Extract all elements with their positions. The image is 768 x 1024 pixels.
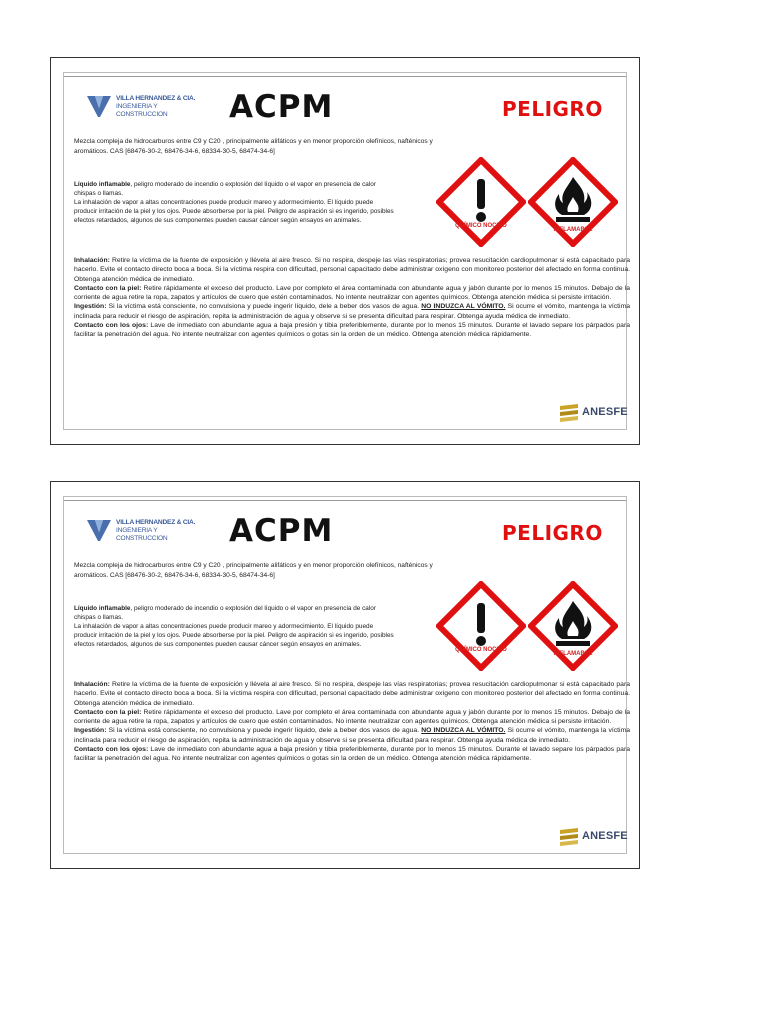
signal-word: PELIGRO (502, 521, 603, 545)
inhalation-title: Inhalación: (74, 257, 110, 264)
first-aid-eyes (74, 321, 630, 340)
pictogram-label: QUÍMICO NOCIVO (455, 647, 507, 653)
ingestion-text: Si la víctima está consciente, no convulsiona y puede ingerir líquido, dele a beber dos vasos de agua. (106, 727, 422, 735)
hazard-text: , peligro moderado de incendio o explosión del líquido o el vapor en presencia de calor chispas o llamas. (74, 181, 376, 197)
first-aid-ingestion (74, 302, 630, 321)
hazard-more: La inhalación de vapor a altas concentraciones puede producir mareo y adormecimiento. El líquido puede producir irritación de la piel y los ojos. Puede absorberse por la piel. Peligro de aspiración si es ingerido, posibles efectos retardados, algunos de sus componentes pueden causar cáncer según ensayos en animales. (74, 198, 394, 224)
hazard-more: La inhalación de vapor a altas concentraciones puede producir mareo y adormecimiento. El líquido puede producir irritación de la piel y los ojos. Puede absorberse por la piel. Peligro de aspiración si es ingerido, posibles efectos retardados, algunos de sus componentes pueden causar cáncer según ensayos en animales. (74, 622, 394, 648)
skin-title: Contacto con la piel: (74, 708, 142, 716)
skin-text: Retire rápidamente el exceso del producto. Lave por completo el área contaminada con abundante agua y jabón durante por lo menos 15 minutos. Debajo de la corriente de agua retire la ropa, zapatos y artículos de cuero que estén contaminados. No intente neutralizar con agentes químicos. Obtenga atención médica si persiste irritación. (74, 284, 630, 302)
first-aid-ingestion (74, 726, 630, 745)
ingestion-warning: NO INDUZCA AL VÓMITO. (421, 727, 506, 735)
label-frame (63, 72, 631, 430)
brand-logo (558, 402, 648, 426)
company-logo (86, 89, 206, 123)
exclamation-diamond-icon (436, 157, 526, 247)
brand-name: ANESFE (582, 406, 628, 418)
product-name: ACPM (229, 513, 334, 549)
company-logo (86, 513, 206, 547)
company-line1: VILLA HERNANDEZ & CIA. (116, 519, 196, 526)
pictogram-label: QUÍMICO NOCIVO (455, 223, 507, 229)
hazard-statements (74, 181, 394, 226)
first-aid-skin (74, 284, 630, 303)
company-name (116, 95, 206, 119)
first-aid-eyes (74, 745, 630, 764)
first-aid-section (74, 680, 630, 764)
ingestion-text: Si la víctima está consciente, no convulsiona y puede ingerir líquido, dele a beber dos vasos de agua. (106, 303, 422, 311)
company-line2: INGENIERIA Y CONSTRUCCION (116, 103, 168, 118)
hazard-title: Líquido inflamable (74, 605, 131, 612)
label-frame (63, 496, 631, 854)
eyes-text: Lave de inmediato con abundante agua a baja presión y tibia preferiblemente, durante por lo menos 15 minutos. Durante el lavado separe los párpados para facilitar la penetración del agua. No intente neutralizar con agentes químicos o gotas sin la orden de un médico. Obtenga atención médica rápidamente. (74, 746, 630, 763)
company-logo-icon (86, 93, 112, 119)
skin-text: Retire rápidamente el exceso del producto. Lave por completo el área contaminada con abundante agua y jabón durante por lo menos 15 minutos. Debajo de la corriente de agua retire la ropa, zapatos y artículos de cuero que estén contaminados. No intente neutralizar con agentes químicos. Obtenga atención médica si persiste irritación. (74, 708, 630, 726)
hazard-statements (74, 605, 394, 650)
skin-title: Contacto con la piel: (74, 284, 142, 292)
first-aid-skin (74, 708, 630, 727)
inhalation-text: Retire la víctima de la fuente de exposición y llévela al aire fresco. Si no respira, despeje las vías respiratorias; provea resucitación cardiopulmonar si está capacitado para hacerlo. Evite el contacto directo boca a boca. Si la víctima respira con dificultad, personal capacitado debe administrar oxígeno con monitoreo posterior del afectado en forma continua. Obtenga atención médica de inmediato. (74, 681, 630, 707)
hazard-title: Líquido inflamable (74, 181, 131, 188)
hazard-label (50, 481, 640, 869)
ingestion-title: Ingestión: (74, 727, 107, 735)
ghs-pictograms (436, 157, 632, 247)
brand-name: ANESFE (582, 830, 628, 842)
pictogram-label: INFLAMABLE (553, 227, 593, 233)
product-name: ACPM (229, 89, 334, 125)
hazard-text: , peligro moderado de incendio o explosión del líquido o el vapor en presencia de calor chispas o llamas. (74, 605, 376, 621)
first-aid-inhalation (74, 680, 630, 708)
eyes-title: Contacto con los ojos: (74, 746, 149, 754)
ingestion-warning: NO INDUZCA AL VÓMITO. (421, 303, 506, 311)
company-line2: INGENIERIA Y CONSTRUCCION (116, 527, 168, 542)
eyes-title: Contacto con los ojos: (74, 322, 149, 330)
company-line1: VILLA HERNANDEZ & CIA. (116, 95, 196, 102)
pictogram-label: INFLAMABLE (553, 651, 593, 657)
product-description: Mezcla compleja de hidrocarburos entre C9 y C20 , principalmente alifáticos y en menor proporción olefínicos, nafténicos y aromáticos. CAS [68476-30-2, 68476-34-6, 68334-30-5, 68474-34-6] (74, 562, 433, 579)
brand-logo (558, 826, 648, 850)
brand-logo-icon (558, 826, 580, 848)
flame-diamond-icon (528, 581, 618, 671)
hazard-label (50, 57, 640, 445)
product-description: Mezcla compleja de hidrocarburos entre C9 y C20 , principalmente alifáticos y en menor proporción olefínicos, nafténicos y aromáticos. CAS [68476-30-2, 68476-34-6, 68334-30-5, 68474-34-6] (74, 138, 433, 155)
company-logo-icon (86, 517, 112, 543)
flame-diamond-icon (528, 157, 618, 247)
inhalation-title: Inhalación: (74, 681, 110, 688)
company-name (116, 519, 206, 543)
ingestion-text-2: Si ocurre el vómito, mantenga la víctima inclinada para reducir el riesgo de aspiración, repita la administración de agua y observe si se presenta dificultad para respirar. Obtenga ayuda médica de inmediato. (74, 727, 631, 744)
brand-logo-icon (558, 402, 580, 424)
ingestion-title: Ingestión: (74, 303, 107, 311)
divider (64, 500, 626, 501)
ghs-pictograms (436, 581, 632, 671)
signal-word: PELIGRO (502, 97, 603, 121)
inhalation-text: Retire la víctima de la fuente de exposición y llévela al aire fresco. Si no respira, despeje las vías respiratorias; provea resucitación cardiopulmonar si está capacitado para hacerlo. Evite el contacto directo boca a boca. Si la víctima respira con dificultad, personal capacitado debe administrar oxígeno con monitoreo posterior del afectado en forma continua. Obtenga atención médica de inmediato. (74, 257, 630, 283)
ingestion-text-2: Si ocurre el vómito, mantenga la víctima inclinada para reducir el riesgo de aspiración, repita la administración de agua y observe si se presenta dificultad para respirar. Obtenga ayuda médica de inmediato. (74, 303, 631, 320)
divider (64, 76, 626, 77)
eyes-text: Lave de inmediato con abundante agua a baja presión y tibia preferiblemente, durante por lo menos 15 minutos. Durante el lavado separe los párpados para facilitar la penetración del agua. No intente neutralizar con agentes químicos o gotas sin la orden de un médico. Obtenga atención médica rápidamente. (74, 322, 630, 339)
exclamation-diamond-icon (436, 581, 526, 671)
first-aid-inhalation (74, 256, 630, 284)
first-aid-section (74, 256, 630, 340)
